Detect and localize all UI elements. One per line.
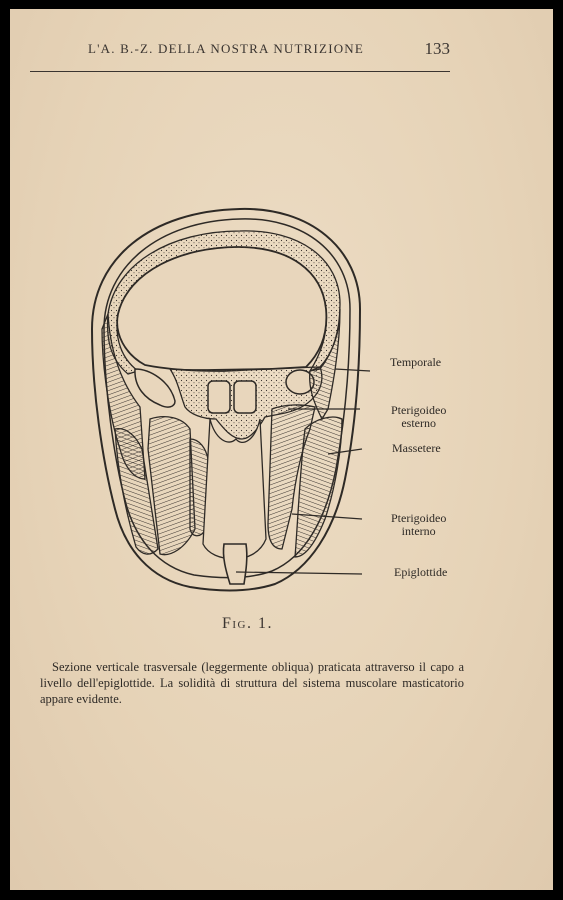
side-cavity-left [135, 369, 175, 407]
running-title: L'A. B.-Z. DELLA NOSTRA NUTRIZIONE [88, 41, 365, 56]
figure-caption: Fig. 1. [222, 615, 274, 632]
pharynx [203, 419, 266, 559]
figure-description: Sezione verticale trasversale (leggermente obliqua) praticata attraverso il capo a livello dell'epiglottide. La solidità di struttura del sistema muscolare masticatorio appare evidente. [40, 660, 464, 706]
label-pterigoideo-esterno: Pterigoideo esterno [391, 403, 447, 430]
nasal-cavity-left [208, 381, 230, 413]
nasal-cavity-right [234, 381, 256, 413]
leader-epiglottide [236, 572, 362, 574]
leader-temporale [335, 369, 370, 371]
label-temporale: Temporale [390, 355, 442, 369]
label-epiglottide: Epiglottide [394, 565, 448, 579]
anatomical-figure [10, 9, 553, 890]
label-pterigoideo-interno: Pterigoideo interno [391, 511, 447, 538]
head-cross-section-drawing [10, 9, 553, 890]
page-number: 133 [424, 39, 450, 58]
label-massetere: Massetere [392, 441, 441, 455]
book-page [10, 9, 553, 890]
